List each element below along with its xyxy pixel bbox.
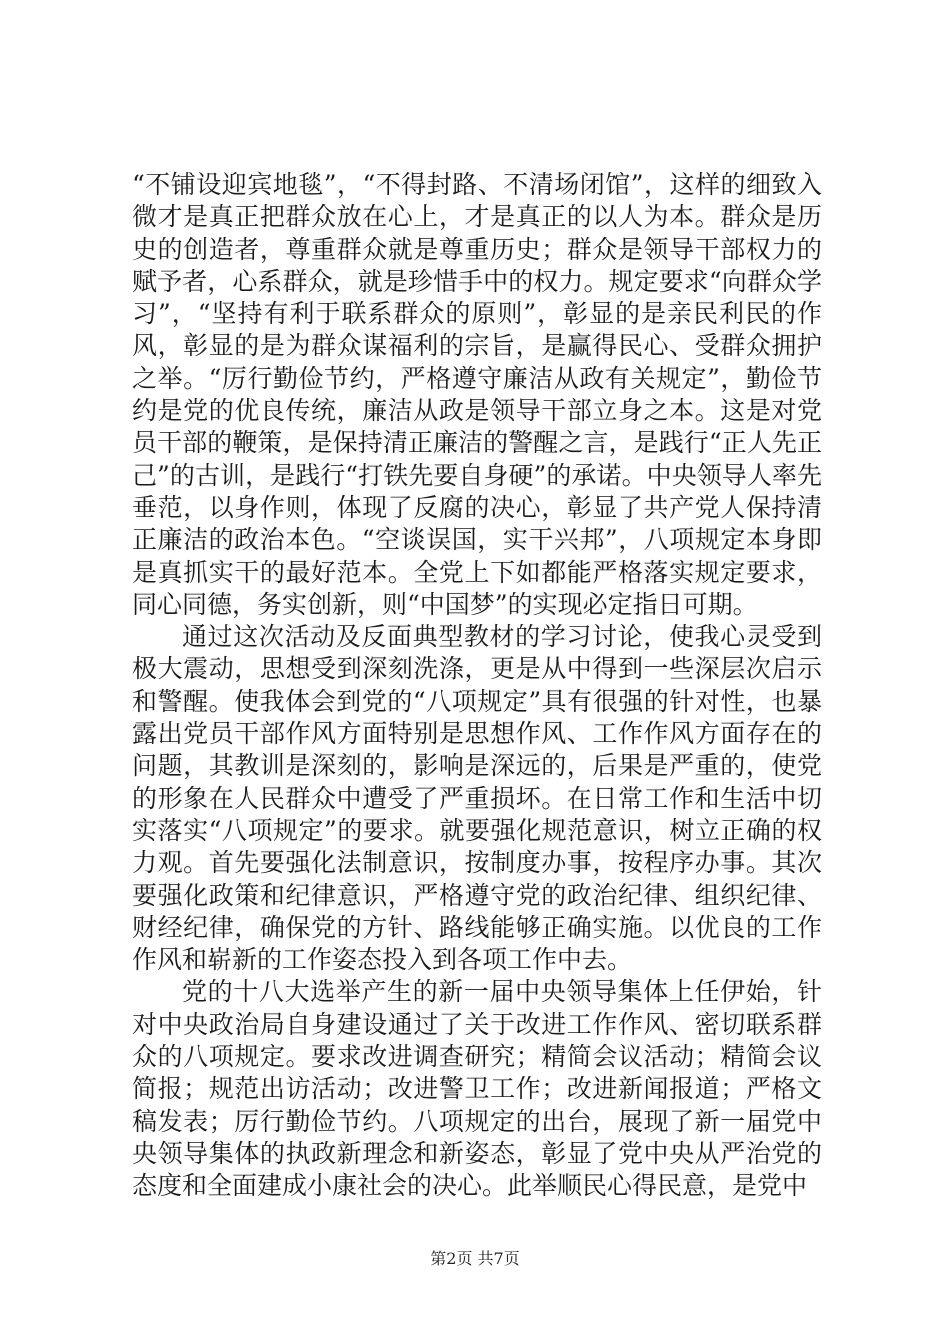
- paragraph-3: 党的十八大选举产生的新一届中央领导集体上任伊始，针对中央政治局自身建设通过了关于改进工作作风、密切联系群众的八项规定。要求改进调查研究；精简会议活动；精简会议简报；规范出访活动；改进警卫工作；改进新闻报道；严格文稿发表；厉行勤俭节约。八项规定的出台，展现了新一届党中央领导集体的执政新理念和新姿态，彰显了党中央从严治党的态度和全面建成小康社会的决心。此举顺民心得民意，是党中: [132, 977, 822, 1201]
- document-body: [132, 169, 822, 1203]
- paragraph-1: “不铺设迎宾地毯”，“不得封路、不清场闭馆”，这样的细致入微才是真正把群众放在心上，才是真正的以人为本。群众是历史的创造者，尊重群众就是尊重历史；群众是领导干部权力的赋予者，心系群众，就是珍惜手中的权力。规定要求“向群众学习”，“坚持有利于联系群众的原则”，彰显的是亲民利民的作风，彰显的是为群众谋福利的宗旨，是赢得民心、受群众拥护之举。“厉行勤俭节约，严格遵守廉洁从政有关规定”，勤俭节约是党的优良传统，廉洁从政是领导干部立身之本。这是对党员干部的鞭策，是保持清正廉洁的警醒之言，是践行“正人先正己”的古训，是践行“打铁先要自身硬”的承诺。中央领导人率先垂范，以身作则，体现了反腐的决心，彰显了共产党人保持清正廉洁的政治本色。“空谈误国，实干兴邦”，八项规定本身即是真抓实干的最好范本。全党上下如都能严格落实规定要求，同心同德，务实创新，则“中国梦”的实现必定指日可期。: [132, 170, 822, 619]
- page-number-footer: 第2页 共7页: [430, 1249, 520, 1268]
- paragraph-2: 通过这次活动及反面典型教材的学习讨论，使我心灵受到极大震动，思想受到深刻洗涤，更是从中得到一些深层次启示和警醒。使我体会到党的“八项规定”具有很强的针对性，也暴露出党员干部作风方面特别是思想作风、工作作风方面存在的问题，其教训是深刻的，影响是深远的，后果是严重的，使党的形象在人民群众中遭受了严重损坏。在日常工作和生活中切实落实“八项规定”的要求。就要强化规范意识，树立正确的权力观。首先要强化法制意识，按制度办事，按程序办事。其次要强化政策和纪律意识，严格遵守党的政治纪律、组织纪律、财经纪律，确保党的方针、路线能够正确实施。以优良的工作作风和崭新的工作姿态投入到各项工作中去。: [132, 622, 822, 975]
